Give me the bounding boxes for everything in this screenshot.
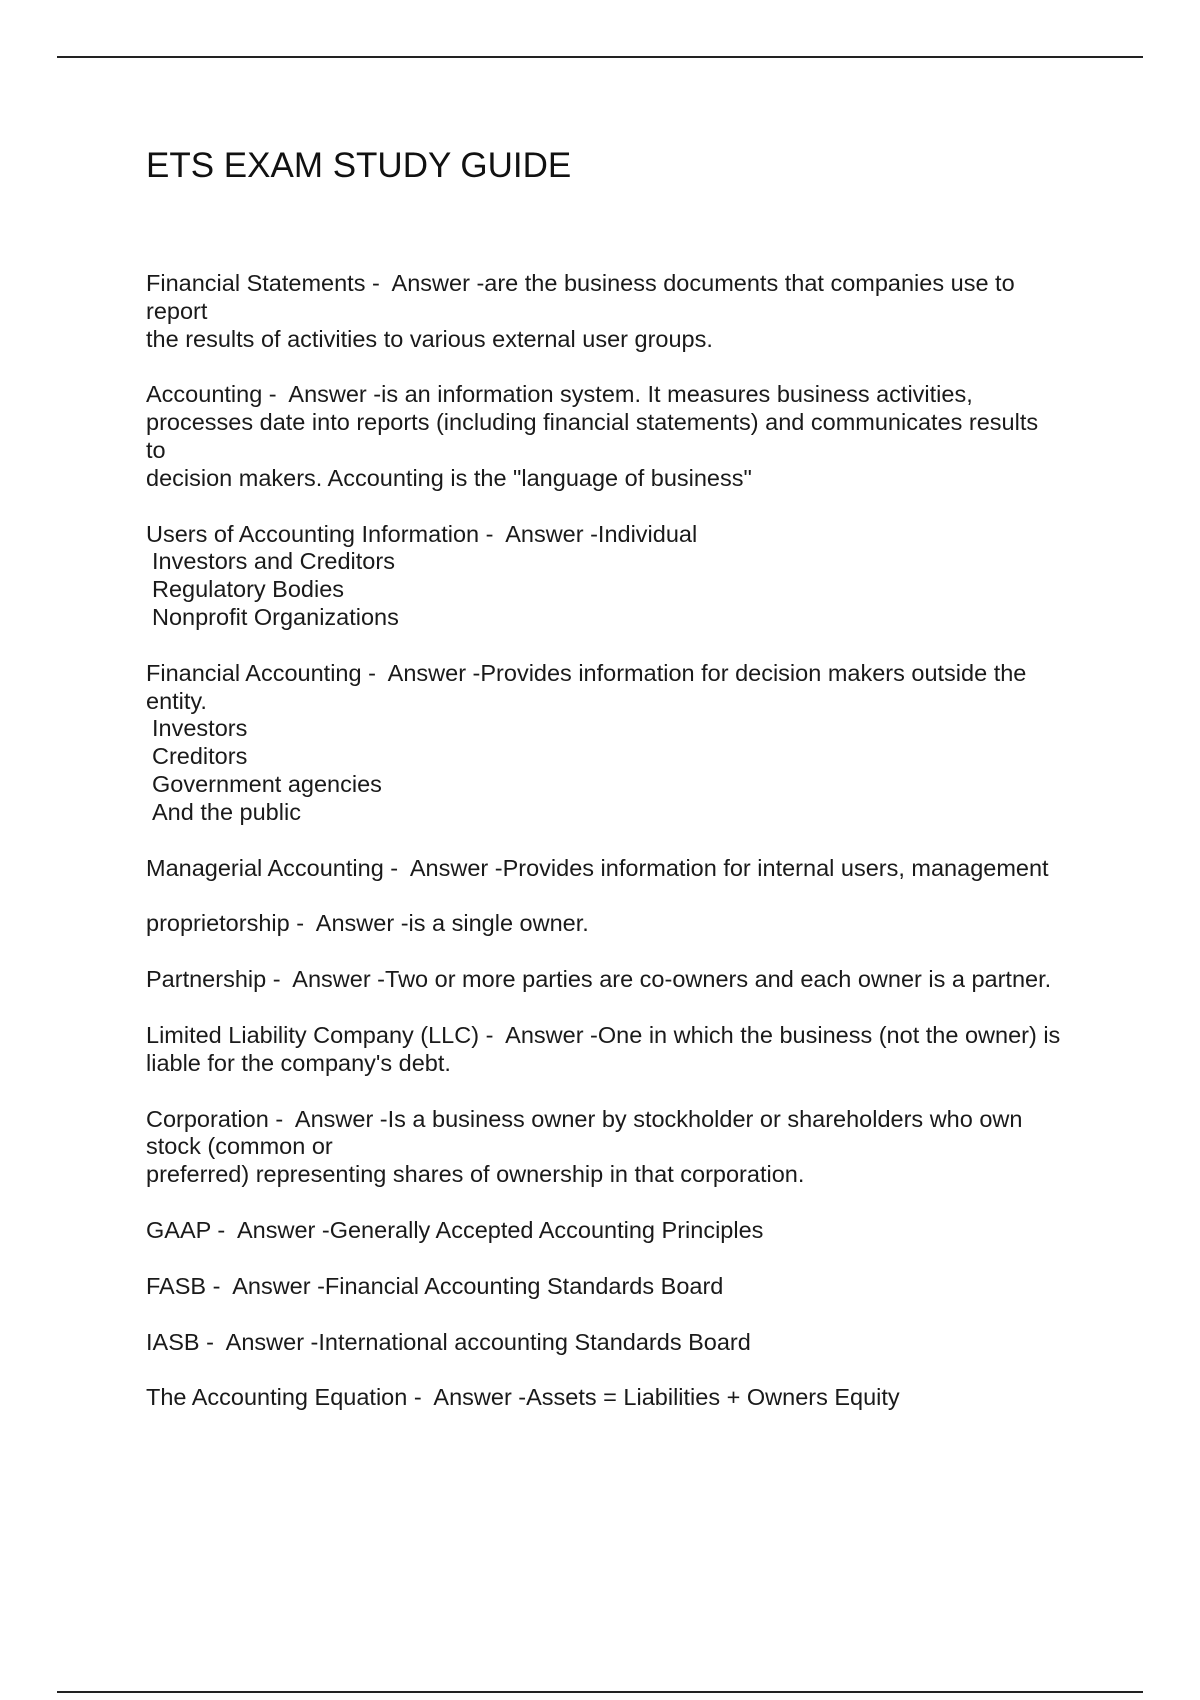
entry-text-line: The Accounting Equation - Answer -Assets = Liabilities + Owners Equity [146, 1384, 900, 1411]
study-entry [146, 855, 1106, 883]
entry-subitem: Nonprofit Organizations [152, 603, 399, 630]
study-entry [146, 660, 1106, 827]
page-title: ETS EXAM STUDY GUIDE [146, 146, 572, 185]
entry-subitem: Creditors [152, 743, 248, 770]
entry-text-line: Users of Accounting Information - Answer -Individual [146, 520, 698, 547]
study-guide-content [146, 270, 1106, 1440]
entry-text-line: Accounting - Answer -is an information system. It measures business activities, [146, 381, 973, 408]
entry-text-line: the results of activities to various external user groups. [146, 325, 713, 352]
entry-text-line: to [146, 436, 166, 463]
study-entry [146, 270, 1106, 353]
entry-text-line: Managerial Accounting - Answer -Provides information for internal users, management [146, 854, 1049, 881]
entry-text-line: FASB - Answer -Financial Accounting Standards Board [146, 1272, 724, 1299]
entry-text-line: GAAP - Answer -Generally Accepted Accounting Principles [146, 1216, 764, 1243]
study-entry [146, 1384, 1106, 1412]
entry-subitem: Government agencies [152, 770, 382, 797]
bottom-rule [57, 1691, 1143, 1693]
study-entry [146, 521, 1106, 632]
entry-text-line: Corporation - Answer -Is a business owner by stockholder or shareholders who own [146, 1105, 1023, 1132]
entry-text-line: Financial Statements - Answer -are the business documents that companies use to [146, 270, 1015, 296]
entry-subitem: And the public [152, 798, 301, 825]
top-rule [57, 56, 1143, 58]
study-entry [146, 1106, 1106, 1189]
study-entry [146, 1022, 1106, 1078]
entry-text-line: Partnership - Answer -Two or more parties are co-owners and each owner is a partner. [146, 966, 1052, 993]
study-entry [146, 966, 1106, 994]
study-entry [146, 1329, 1106, 1357]
entry-text-line: report [146, 297, 208, 324]
entry-text-line: stock (common or [146, 1133, 333, 1160]
entry-text-line: decision makers. Accounting is the "language of business" [146, 464, 752, 491]
entry-subitem: Investors [152, 715, 248, 742]
entry-text-line: Financial Accounting - Answer -Provides information for decision makers outside the [146, 659, 1027, 686]
entry-subitem: Investors and Creditors [152, 548, 395, 575]
study-entry [146, 381, 1106, 492]
study-entry [146, 1273, 1106, 1301]
entry-text-line: entity. [146, 687, 207, 714]
entry-text-line: proprietorship - Answer -is a single owner. [146, 910, 589, 937]
entry-text-line: Limited Liability Company (LLC) - Answer -One in which the business (not the owner) is [146, 1021, 1061, 1048]
entry-text-line: liable for the company's debt. [146, 1049, 451, 1076]
study-entry [146, 1217, 1106, 1245]
entry-text-line: IASB - Answer -International accounting Standards Board [146, 1328, 751, 1355]
entry-text-line: preferred) representing shares of ownership in that corporation. [146, 1161, 805, 1188]
entry-text-line: processes date into reports (including financial statements) and communicates results [146, 409, 1039, 436]
entry-subitem: Regulatory Bodies [152, 576, 345, 603]
study-entry [146, 910, 1106, 938]
